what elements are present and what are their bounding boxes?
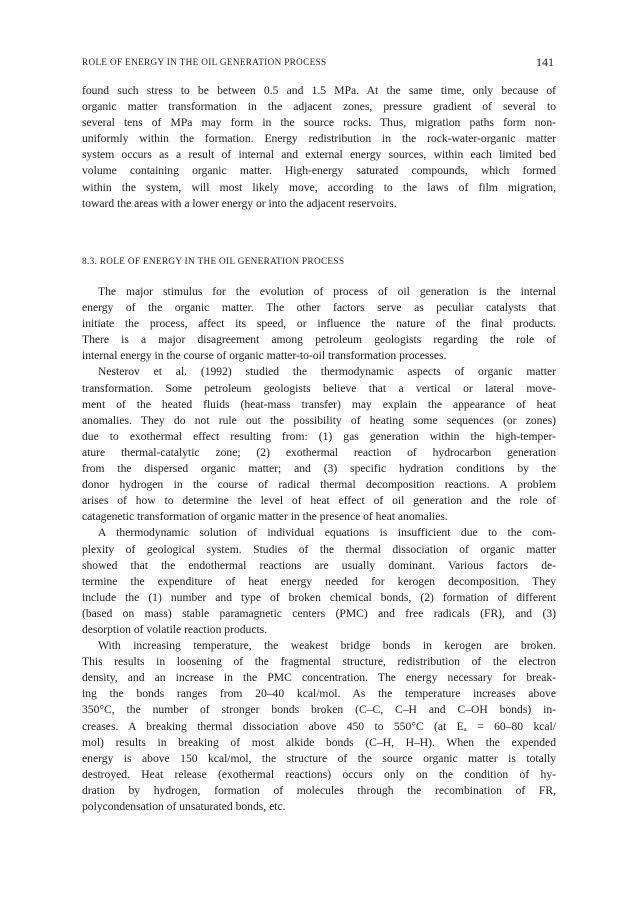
text-line: termine the expenditure of heat energy needed for kerogen decomposition. They <box>82 574 556 588</box>
text-line: include the (1) number and type of broken chemical bonds, (2) formation of different <box>82 590 556 604</box>
text-line: This results in loosening of the fragmental structure, redistribution of the electron <box>82 655 556 669</box>
continuation-paragraph <box>82 83 556 212</box>
text-line: A thermodynamic solution of individual equations is insufficient due to the com- <box>98 526 556 540</box>
text-line: found such stress to be between 0.5 and 1.5 MPa. At the same time, only because of <box>82 84 556 97</box>
text-line: creases. A breaking thermal dissociation above 450 to 550°C (at Eₐ = 60–80 kcal/ <box>82 719 556 733</box>
page-number: 141 <box>536 55 554 69</box>
text-line: mol) results in breaking of most alkide bonds (C–H, H–H). When the expended <box>82 735 556 749</box>
text-line: showed that the endothermal reactions are usually dominant. Various factors de- <box>82 558 556 572</box>
text-line: donor hydrogen in the course of radical thermal decomposition reactions. A problem <box>82 478 556 492</box>
text-line: polycondensation of unsaturated bonds, etc. <box>82 800 286 813</box>
text-line: energy is above 150 kcal/mol, the structure of the source organic matter is totally <box>82 751 556 765</box>
text-line: ing the bonds ranges from 20–40 kcal/mol. As the temperature increases above <box>82 687 556 701</box>
text-line: There is a major disagreement among petroleum geologists regarding the role of <box>82 333 556 347</box>
text-line: (based on mass) stable paramagnetic centers (PMC) and free radicals (FR), and (3) <box>82 606 556 620</box>
text-line: several tens of MPa may form in the source rocks. Thus, migration paths form non- <box>82 116 556 130</box>
text-line: organic matter transformation in the adjacent zones, pressure gradient of several to <box>82 100 556 114</box>
text-line: With increasing temperature, the weakest bridge bonds in kerogen are broken. <box>98 639 556 653</box>
paragraph <box>82 525 556 638</box>
section-heading: 8.3. ROLE OF ENERGY IN THE OIL GENERATION PROCESS <box>82 256 345 266</box>
page-header <box>82 57 554 71</box>
text-line: volume containing organic matter. High-energy saturated compounds, which formed <box>82 164 556 178</box>
text-line: desorption of volatile reaction products. <box>82 622 268 636</box>
text-line: due to exothermal effect resulting from: (1) gas generation within the high-temper- <box>82 429 556 443</box>
text-line: destroyed. Heat release (exothermal reactions) occurs only on the condition of hy- <box>82 767 556 781</box>
text-line: ment of the heated fluids (heat-mass transfer) may explain the appearance of heat <box>82 397 556 411</box>
section-body <box>82 284 556 815</box>
text-line: plexity of geological system. Studies of the thermal dissociation of organic matter <box>82 542 556 556</box>
text-line: dration by hydrogen, formation of molecules through the recombination of FR, <box>82 783 556 797</box>
text-line: energy of the organic matter. The other factors serve as peculiar catalysts that <box>82 301 556 315</box>
text-line: system occurs as a result of internal and external energy sources, within each limited bed <box>82 148 556 162</box>
text-line: from the dispersed organic matter; and (3) specific hydration conditions by the <box>82 462 556 476</box>
text-line: initiate the process, affect its speed, or influence the nature of the final products. <box>82 317 556 331</box>
running-title: ROLE OF ENERGY IN THE OIL GENERATION PROCESS <box>82 57 327 67</box>
text-line: catagenetic transformation of organic matter in the presence of heat anomalies. <box>82 510 448 524</box>
text-line: internal energy in the course of organic matter-to-oil transformation processes. <box>82 349 447 363</box>
text-line: Nesterov et al. (1992) studied the thermodynamic aspects of organic matter <box>98 365 556 379</box>
text-line: arises of how to determine the level of heat effect of oil generation and the role of <box>82 494 556 508</box>
text-line: within the system, will most likely move, according to the laws of film migration, <box>82 180 556 194</box>
text-line: 350°C, the number of stronger bonds broken (C–C, C–H and C–OH bonds) in- <box>82 703 556 717</box>
paragraph <box>82 638 556 815</box>
text-line: anomalies. They do not rule out the possibility of heating some sequences (or zones) <box>82 413 556 427</box>
paragraph <box>82 284 556 364</box>
paragraph <box>82 364 556 525</box>
text-line: toward the areas with a lower energy or into the adjacent reservoirs. <box>82 196 397 210</box>
text-line: The major stimulus for the evolution of process of oil generation is the internal <box>98 285 556 298</box>
text-line: uniformly within the formation. Energy redistribution in the rock-water-organic matter <box>82 132 556 146</box>
text-line: density, and an increase in the PMC concentration. The energy necessary for break- <box>82 671 556 685</box>
text-line: transformation. Some petroleum geologists believe that a vertical or lateral move- <box>82 381 556 395</box>
text-line: ature thermal-catalytic zone; (2) exothermal reaction of hydrocarbon generation <box>82 445 556 459</box>
